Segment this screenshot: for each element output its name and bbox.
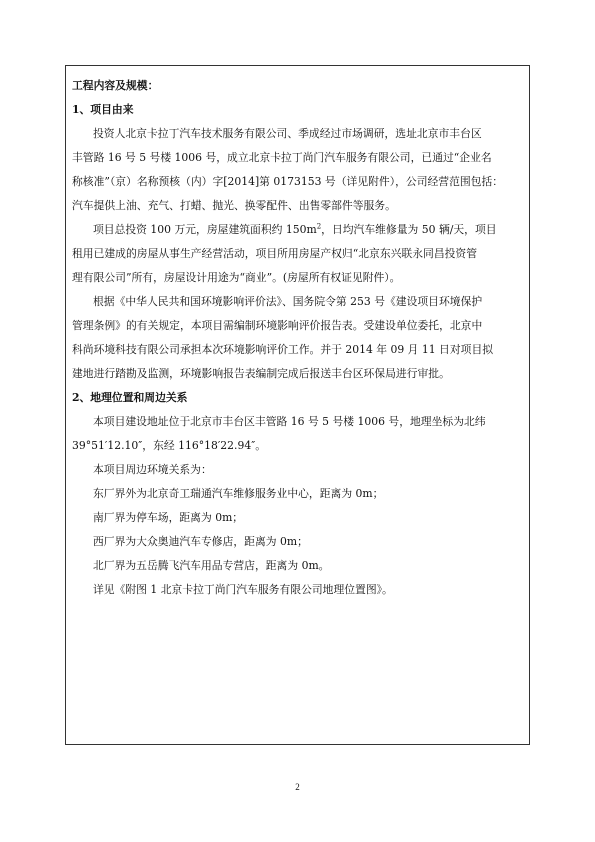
paragraph-line-with-superscript: [72, 218, 524, 242]
paragraph-line: 管理条例》的有关规定，本项目需编制环境影响评价报告表。受建设单位委托，北京中: [72, 319, 483, 332]
area-text: 项目总投资 100 万元，房屋建筑面积约 150m: [93, 223, 317, 236]
paragraph-line: 理有限公司”所有，房屋设计用途为“商业”。(房屋所有权证见附件）。: [72, 271, 401, 284]
document-body: [72, 74, 524, 602]
paragraph-line: 39°51′12.10″，东经 116°18′22.94″。: [72, 439, 267, 452]
paragraph-line: 科尚环境科技有限公司承担本次环境影响评价工作。并于 2014 年 09 月 11 日对项目拟: [72, 343, 494, 356]
paragraph-line: 丰管路 16 号 5 号楼 1006 号，成立北京卡拉丁尚门汽车服务有限公司，已通过“企业名: [72, 151, 492, 164]
area-text-tail: ，日均汽车维修量为 50 辆/天，项目: [321, 223, 497, 236]
figure-reference: 详见《附图 1 北京卡拉丁尚门汽车服务有限公司地理位置图》。: [93, 583, 393, 596]
page-number: 2: [295, 782, 300, 792]
paragraph-line: 根据《中华人民共和国环境影响评价法》、国务院令第 253 号《建设项目环境保护: [93, 295, 483, 308]
paragraph-line: 称核准”（京）名称预核（内）字[2014]第 0173153 号（详见附件），公司经营范围包括：: [72, 175, 504, 188]
paragraph-line: 本项目周边环境关系为：: [93, 463, 212, 476]
boundary-north: 北厂界为五岳腾飞汽车用品专营店，距离为 0m。: [93, 559, 330, 572]
page-title: 工程内容及规模：: [72, 79, 159, 92]
superscript-2: 2: [316, 222, 322, 231]
paragraph-line: 本项目建设地址位于北京市丰台区丰管路 16 号 5 号楼 1006 号，地理坐标为北纬: [93, 415, 486, 428]
paragraph-line: 建地进行踏勘及监测，环境影响报告表编制完成后报送丰台区环保局进行审批。: [72, 367, 450, 380]
section-2-heading: 2、地理位置和周边关系: [72, 391, 188, 404]
boundary-south: 南厂界为停车场，距离为 0m；: [93, 511, 244, 524]
paragraph-line: 投资人北京卡拉丁汽车技术服务有限公司、季成经过市场调研，选址北京市丰台区: [93, 127, 482, 140]
paragraph-line: 租用已建成的房屋从事生产经营活动，项目所用房屋产权归“北京东兴联永同昌投资管: [72, 247, 478, 260]
section-1-heading: 1、项目由来: [72, 103, 134, 116]
content-frame: [65, 65, 530, 745]
boundary-east: 东厂界外为北京奇工瑞通汽车维修服务业中心，距离为 0m；: [93, 487, 384, 500]
boundary-west: 西厂界为大众奥迪汽车专修店，距离为 0m；: [93, 535, 308, 548]
paragraph-line: 汽车提供上油、充气、打蜡、抛光、换零配件、出售零部件等服务。: [72, 199, 396, 212]
